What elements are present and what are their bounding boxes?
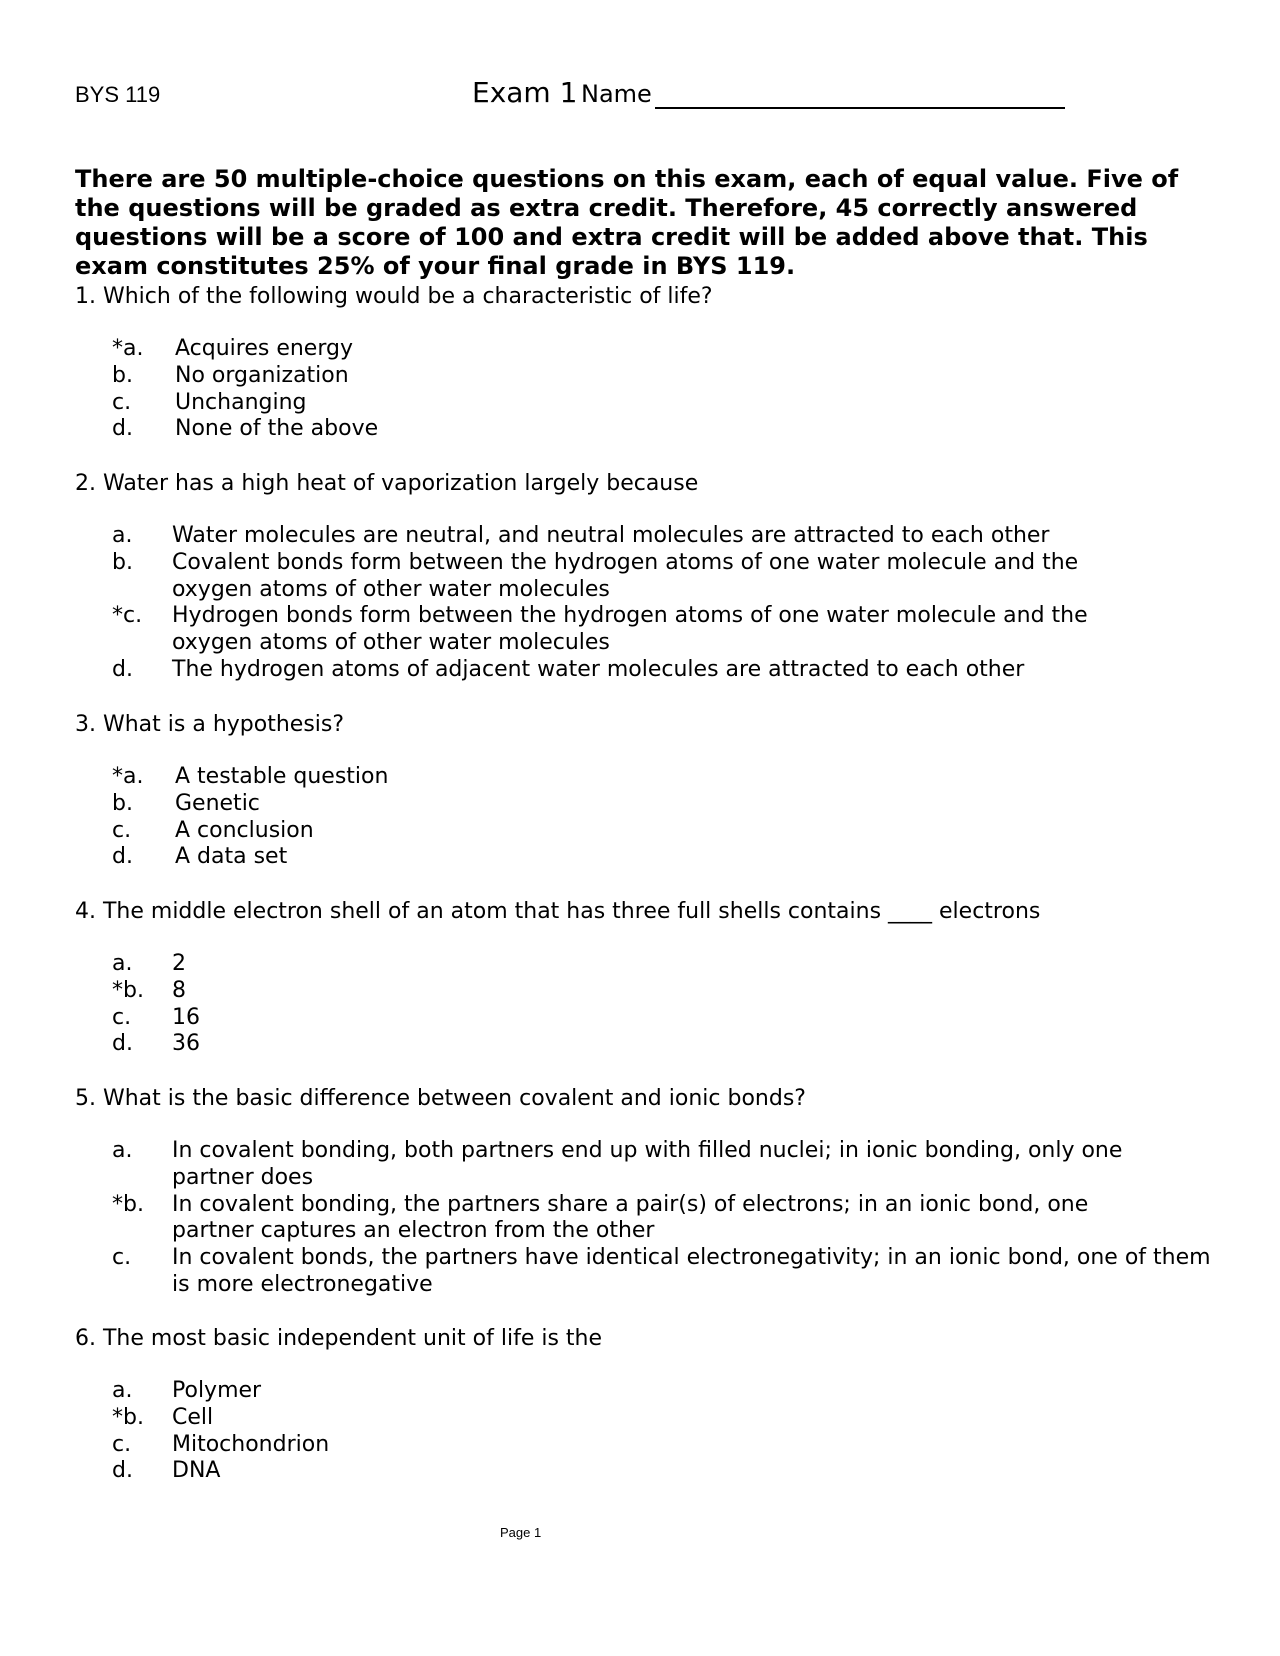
option-item	[112, 1458, 329, 1485]
option-letter: *b.	[112, 1404, 144, 1430]
option-text: Hydrogen bonds form between the hydrogen atoms of one water molecule and the oxygen atoms of other water molecules	[172, 603, 1088, 656]
option-letter: a.	[112, 523, 133, 548]
course-code: BYS 119	[75, 82, 161, 107]
option-letter: c.	[112, 1245, 132, 1271]
option-text: 8	[172, 977, 186, 1003]
option-item	[112, 363, 378, 390]
option-text: A conclusion	[175, 817, 314, 843]
exam-header	[75, 76, 1215, 116]
exam-title: Exam 1	[472, 76, 578, 109]
option-item	[112, 416, 378, 443]
option-letter: c.	[112, 1004, 132, 1030]
option-text: A data set	[175, 844, 288, 870]
option-text: A testable question	[175, 764, 389, 789]
name-label: Name	[581, 80, 652, 108]
option-letter: b.	[112, 790, 133, 816]
option-item	[112, 1378, 329, 1405]
option-text: None of the above	[175, 416, 379, 442]
page-number: Page 1	[500, 1525, 542, 1540]
option-letter: d.	[112, 1031, 133, 1057]
question-4: 4. The middle electron shell of an atom that has three full shells contains ____ electrons	[75, 899, 1041, 924]
option-item	[112, 951, 200, 978]
option-text: 36	[172, 1031, 200, 1057]
option-item	[112, 1005, 200, 1032]
option-item	[112, 1031, 200, 1058]
option-item	[112, 764, 388, 791]
option-text: Polymer	[172, 1378, 262, 1403]
question-2: 2. Water has a high heat of vaporization largely because	[75, 471, 699, 496]
question-1: 1. Which of the following would be a characteristic of life?	[75, 284, 713, 309]
option-letter: d.	[112, 656, 133, 682]
option-item	[112, 1405, 329, 1432]
option-text: Cell	[172, 1404, 214, 1430]
option-text: In covalent bonding, the partners share a pair(s) of electrons; in an ionic bond, one partner captures an electron from the other	[172, 1191, 1089, 1244]
option-text: Genetic	[175, 790, 260, 816]
option-item	[112, 1138, 1212, 1192]
option-text: Covalent bonds form between the hydrogen atoms of one water molecule and the oxygen atoms of other water molecules	[172, 549, 1079, 602]
option-text: Water molecules are neutral, and neutral molecules are attracted to each other	[172, 523, 1050, 548]
option-letter: *b.	[112, 1191, 144, 1217]
question-5-options	[112, 1138, 1212, 1299]
option-text: 2	[172, 951, 186, 976]
option-letter: d.	[112, 1458, 133, 1484]
option-item	[112, 1245, 1212, 1299]
option-text: DNA	[172, 1458, 221, 1484]
option-item	[112, 523, 1212, 550]
option-item	[112, 657, 1212, 684]
name-blank-line	[655, 107, 1065, 109]
option-text: 16	[172, 1004, 200, 1030]
exam-instructions: There are 50 multiple-choice questions on this exam, each of equal value. Five of the questions will be graded as extra credit. Therefore, 45 correctly answered questions will be a score of 100 and extra credit will be added above that. This exam constitutes 25% of your final grade in BYS 119.	[75, 165, 1179, 280]
option-letter: d.	[112, 416, 133, 442]
question-4-options	[112, 951, 200, 1058]
option-letter: c.	[112, 389, 132, 415]
question-6-options	[112, 1378, 329, 1485]
option-letter: *a.	[112, 764, 144, 789]
question-3: 3. What is a hypothesis?	[75, 712, 345, 737]
option-item	[112, 978, 200, 1005]
option-item	[112, 336, 378, 363]
option-item	[112, 818, 388, 845]
option-item	[112, 844, 388, 871]
option-text: Mitochondrion	[172, 1431, 330, 1457]
option-text: Unchanging	[175, 389, 307, 415]
question-6: 6. The most basic independent unit of life is the	[75, 1326, 603, 1351]
question-5: 5. What is the basic difference between covalent and ionic bonds?	[75, 1086, 806, 1111]
question-3-options	[112, 764, 388, 871]
option-item	[112, 1432, 329, 1459]
option-letter: *b.	[112, 977, 144, 1003]
option-letter: d.	[112, 844, 133, 870]
option-letter: c.	[112, 1431, 132, 1457]
option-item	[112, 390, 378, 417]
option-item	[112, 1192, 1212, 1246]
option-text: Acquires energy	[175, 336, 353, 361]
option-letter: b.	[112, 362, 133, 388]
option-letter: a.	[112, 951, 133, 976]
option-letter: *a.	[112, 336, 144, 361]
option-text: In covalent bonding, both partners end up with filled nuclei; in ionic bonding, only one partner does	[172, 1138, 1123, 1190]
question-2-options	[112, 523, 1212, 684]
option-letter: c.	[112, 817, 132, 843]
option-text: No organization	[175, 362, 349, 388]
option-letter: *c.	[112, 603, 143, 629]
option-letter: a.	[112, 1378, 133, 1403]
option-letter: b.	[112, 549, 133, 575]
option-text: The hydrogen atoms of adjacent water molecules are attracted to each other	[172, 656, 1025, 682]
option-letter: a.	[112, 1138, 133, 1163]
question-1-options	[112, 336, 378, 443]
option-item	[112, 603, 1212, 657]
option-item	[112, 550, 1212, 604]
option-text: In covalent bonds, the partners have identical electronegativity; in an ionic bond, one of them is more electronegative	[172, 1245, 1211, 1297]
option-item	[112, 791, 388, 818]
